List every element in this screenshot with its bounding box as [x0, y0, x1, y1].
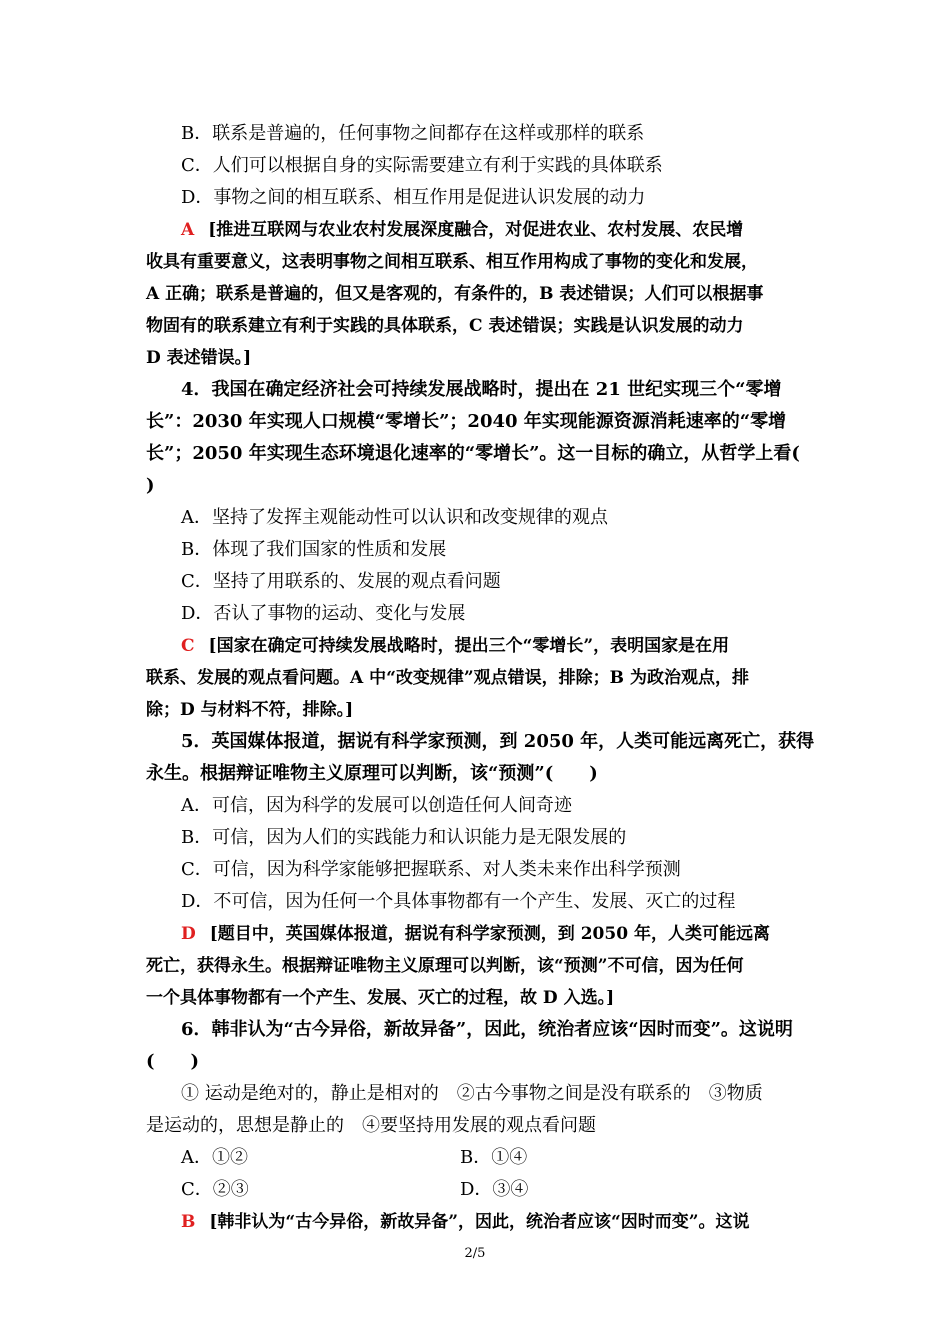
q4-answer-text: [国家在确定可持续发展战略时，提出三个“零增长”，表明国家是在用: [208, 636, 730, 656]
q6-answer-text: [韩非认为“古今异俗，新故异备”，因此，统治者应该“因时而变”。这说: [209, 1212, 750, 1232]
q4-option-c: C．坚持了用联系的、发展的观点看问题: [181, 571, 501, 592]
q3-option-b: B．联系是普遍的，任何事物之间都存在这样或那样的联系: [181, 123, 645, 144]
q4-option-b: B．体现了我们国家的性质和发展: [181, 539, 447, 560]
q6-statements-line-2: 是运动的，思想是静止的 ④要坚持用发展的观点看问题: [146, 1115, 596, 1136]
q4-stem-line-2: 长”：2030 年实现人口规模“零增长”；2040 年实现能源资源消耗速率的“零增: [146, 411, 787, 432]
q5-option-c: C．可信，因为科学家能够把握联系、对人类未来作出科学预测: [181, 859, 681, 880]
q4-stem-line-3: 长”；2050 年实现生态环境退化速率的“零增长”。这一目标的确立，从哲学上看(: [146, 443, 800, 464]
q3-answer-line-5: D 表述错误。]: [146, 348, 252, 368]
q3-answer-line-2: 收具有重要意义，这表明事物之间相互联系、相互作用构成了事物的变化和发展，: [146, 252, 758, 272]
q4-answer-line-2: 联系、发展的观点看问题。A 中“改变规律”观点错误，排除；B 为政治观点，排: [146, 668, 749, 688]
q4-stem-line-4: ): [146, 475, 155, 496]
q3-answer-text: [推进互联网与农业农村发展深度融合，对促进农业、农村发展、农民增: [208, 220, 744, 240]
q4-stem-line-1: 4．我国在确定经济社会可持续发展战略时，提出在 21 世纪实现三个“零增: [181, 379, 782, 400]
q5-answer-line-2: 死亡，获得永生。根据辩证唯物主义原理可以判断，该“预测”不可信，因为任何: [146, 956, 744, 976]
q4-answer-line-1: [181, 630, 845, 662]
page-number: 2/5: [464, 1246, 486, 1261]
q6-option-d: D．③④: [460, 1179, 529, 1200]
q5-answer-text: [题目中，英国媒体报道，据说有科学家预测，到 2050 年，人类可能远离: [209, 924, 770, 944]
q6-option-b: B．①④: [460, 1147, 528, 1168]
q3-option-c: C．人们可以根据自身的实际需要建立有利于实践的具体联系: [181, 155, 663, 176]
q4-option-a: A．坚持了发挥主观能动性可以认识和改变规律的观点: [181, 507, 608, 528]
q6-option-c: C．②③: [181, 1179, 249, 1200]
q3-answer-line-4: 物固有的联系建立有利于实践的具体联系，C 表述错误；实践是认识发展的动力: [146, 316, 744, 336]
q4-answer-line-3: 除；D 与材料不符，排除。]: [146, 700, 354, 720]
q4-answer-letter: C: [181, 636, 195, 656]
q5-answer-letter: D: [181, 924, 196, 944]
q6-statements-line-1: ① 运动是绝对的，静止是相对的 ②古今事物之间是没有联系的 ③物质: [181, 1083, 763, 1104]
q4-option-d: D．否认了事物的运动、变化与发展: [181, 603, 466, 624]
q6-options-row-2: [181, 1174, 845, 1206]
q3-answer-line-1: [181, 214, 845, 246]
q3-option-d: D．事物之间的相互联系、相互作用是促进认识发展的动力: [181, 187, 646, 208]
q5-answer-line-1: [181, 918, 845, 950]
q3-answer-line-3: A 正确；联系是普遍的，但又是客观的，有条件的，B 表述错误；人们可以根据事: [146, 284, 764, 304]
q6-option-a: A．①②: [181, 1147, 248, 1168]
q5-option-d: D．不可信，因为任何一个具体事物都有一个产生、发展、灭亡的过程: [181, 891, 736, 912]
q5-option-b: B．可信，因为人们的实践能力和认识能力是无限发展的: [181, 827, 627, 848]
q5-option-a: A．可信，因为科学的发展可以创造任何人间奇迹: [181, 795, 572, 816]
q6-answer-letter: B: [181, 1212, 196, 1232]
q6-stem-line-2: ( ): [146, 1051, 200, 1072]
q5-answer-line-3: 一个具体事物都有一个产生、发展、灭亡的过程，故 D 入选。]: [146, 988, 615, 1008]
q5-stem-line-1: 5．英国媒体报道，据说有科学家预测，到 2050 年，人类可能远离死亡，获得: [181, 731, 815, 752]
q6-answer-line-1: [181, 1206, 845, 1238]
q3-answer-letter: A: [181, 220, 195, 240]
q6-stem-line-1: 6．韩非认为“古今异俗，新故异备”，因此，统治者应该“因时而变”。这说明: [181, 1019, 793, 1040]
q5-stem-line-2: 永生。根据辩证唯物主义原理可以判断，该“预测”( ): [146, 763, 598, 784]
q6-options-row-1: [181, 1142, 845, 1174]
